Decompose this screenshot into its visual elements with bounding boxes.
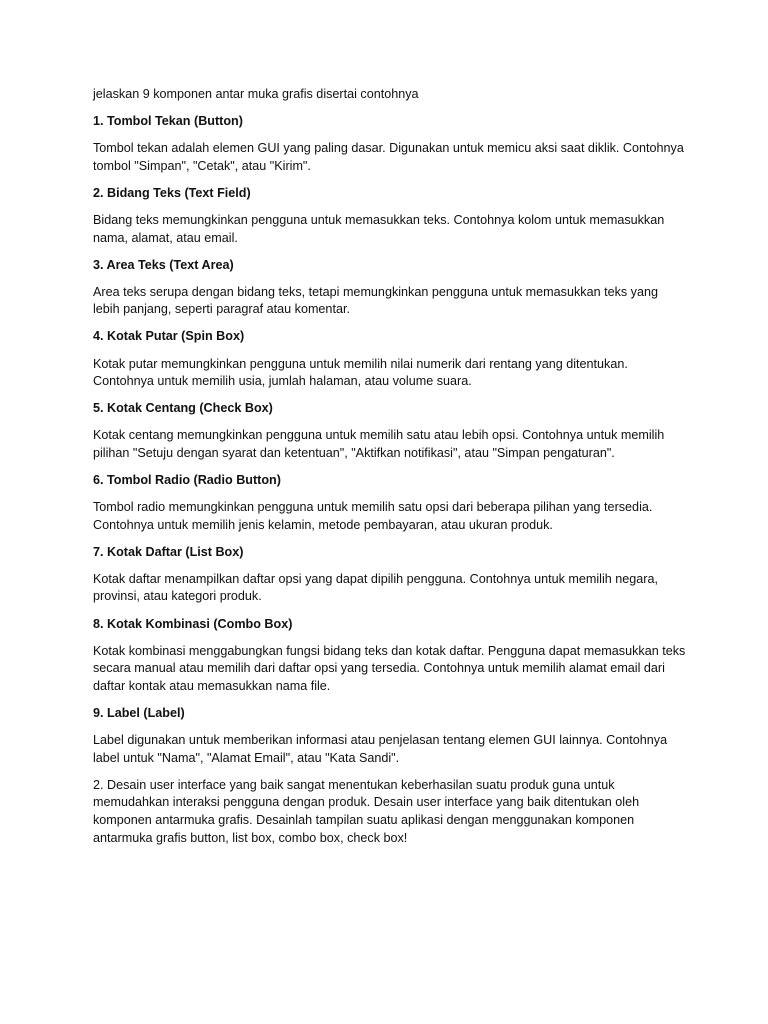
section-body-button: Tombol tekan adalah elemen GUI yang paling dasar. Digunakan untuk memicu aksi saat diklik. Contohnya tombol "Simpan", "Cetak", atau "Kirim". xyxy=(93,141,684,173)
section-body-label: Label digunakan untuk memberikan informasi atau penjelasan tentang elemen GUI lainnya. Contohnya label untuk "Nama", "Alamat Email", atau "Kata Sandi". xyxy=(93,733,668,765)
section-body-radio-button: Tombol radio memungkinkan pengguna untuk memilih satu opsi dari beberapa pilihan yang tersedia. Contohnya untuk memilih jenis kelamin, metode pembayaran, atau ukuran produk. xyxy=(93,500,653,532)
question-2: 2. Desain user interface yang baik sangat menentukan keberhasilan suatu produk guna untuk memudahkan interaksi pengguna dengan produk. Desain user interface yang baik ditentukan oleh komponen antarmuka grafis. Desainlah tampilan suatu aplikasi dengan menggunakan komponen antarmuka grafis button, list box, combo box, check box! xyxy=(93,777,640,845)
section-body-check-box: Kotak centang memungkinkan pengguna untuk memilih satu atau lebih opsi. Contohnya untuk memilih pilihan "Setuju dengan syarat dan ketentuan", "Aktifkan notifikasi", atau "Simpan pengaturan". xyxy=(93,428,665,460)
section-body-combo-box: Kotak kombinasi menggabungkan fungsi bidang teks dan kotak daftar. Pengguna dapat memasukkan teks secara manual atau memilih dari daftar opsi yang tersedia. Contohnya untuk memilih alamat email dari daftar kontak atau memasukkan nama file. xyxy=(93,643,686,693)
section-heading-radio-button: 6. Tombol Radio (Radio Button) xyxy=(93,473,281,487)
section-heading-button: 1. Tombol Tekan (Button) xyxy=(93,114,243,129)
section-body-text-field: Bidang teks memungkinkan pengguna untuk memasukkan teks. Contohnya kolom untuk memasukkan nama, alamat, atau email. xyxy=(93,212,665,245)
section-heading-label: 9. Label (Label) xyxy=(93,705,185,720)
section-body-text-area: Area teks serupa dengan bidang teks, tetapi memungkinkan pengguna untuk memasukkan teks yang lebih panjang, seperti paragraf atau komentar. xyxy=(93,284,658,317)
section-body-list-box: Kotak daftar menampilkan daftar opsi yang dapat dipilih pengguna. Contohnya untuk memilih negara, provinsi, atau kategori produk. xyxy=(93,571,658,604)
section-heading-text-area: 3. Area Teks (Text Area) xyxy=(93,257,234,272)
section-body-spin-box: Kotak putar memungkinkan pengguna untuk memilih nilai numerik dari rentang yang ditentukan. Contohnya untuk memilih usia, jumlah halaman, atau volume suara. xyxy=(93,356,628,389)
intro-question: jelaskan 9 komponen antar muka grafis disertai contohnya xyxy=(93,87,419,101)
section-heading-list-box: 7. Kotak Daftar (List Box) xyxy=(93,544,244,559)
document-body xyxy=(93,86,688,857)
section-heading-check-box: 5. Kotak Centang (Check Box) xyxy=(93,401,273,416)
section-heading-combo-box: 8. Kotak Kombinasi (Combo Box) xyxy=(93,616,293,631)
section-heading-spin-box: 4. Kotak Putar (Spin Box) xyxy=(93,329,245,344)
section-heading-text-field: 2. Bidang Teks (Text Field) xyxy=(93,185,251,200)
